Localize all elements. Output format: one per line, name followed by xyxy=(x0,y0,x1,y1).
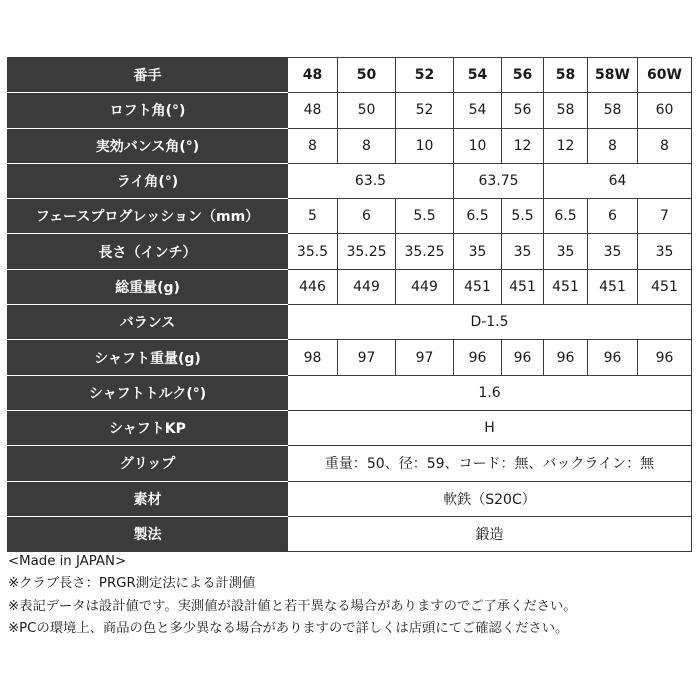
table-cell: 96 xyxy=(454,340,502,375)
table-cell: 6.5 xyxy=(454,199,502,234)
table-cell: 8 xyxy=(588,128,638,163)
table-cell: 58 xyxy=(588,93,638,128)
table-cell: D-1.5 xyxy=(288,305,692,340)
column-header: 48 xyxy=(288,58,338,93)
row-label: ロフト角(°) xyxy=(8,93,288,128)
table-cell: 50 xyxy=(338,93,396,128)
table-cell: 5.5 xyxy=(396,199,454,234)
table-cell: 60 xyxy=(638,93,692,128)
table-cell: 96 xyxy=(544,340,588,375)
column-header: 58W xyxy=(588,58,638,93)
table-cell: 449 xyxy=(396,269,454,304)
table-cell: 35 xyxy=(502,234,544,269)
row-label: ライ角(°) xyxy=(8,163,288,198)
spec-row xyxy=(8,163,692,198)
table-cell: 12 xyxy=(502,128,544,163)
column-header: 56 xyxy=(502,58,544,93)
table-cell: 54 xyxy=(454,93,502,128)
table-cell: 63.75 xyxy=(454,163,544,198)
table-cell: 56 xyxy=(502,93,544,128)
table-cell: 451 xyxy=(544,269,588,304)
table-cell: 64 xyxy=(544,163,692,198)
note-club-length: ※クラブ長さ：PRGR測定法による計測値 xyxy=(8,576,256,592)
row-label: 番手 xyxy=(8,58,288,93)
table-cell: 451 xyxy=(588,269,638,304)
table-cell: 35.25 xyxy=(338,234,396,269)
table-cell: 96 xyxy=(502,340,544,375)
table-cell: 35.5 xyxy=(288,234,338,269)
row-label: シャフト重量(g) xyxy=(8,340,288,375)
spec-row xyxy=(8,340,692,375)
table-cell: 48 xyxy=(288,93,338,128)
table-cell: 6 xyxy=(588,199,638,234)
row-label: シャフトKP xyxy=(8,410,288,445)
spec-table-body xyxy=(8,58,692,552)
table-cell: 8 xyxy=(288,128,338,163)
spec-row xyxy=(8,128,692,163)
column-header: 50 xyxy=(338,58,396,93)
table-cell: 449 xyxy=(338,269,396,304)
spec-row xyxy=(8,410,692,445)
row-label: グリップ xyxy=(8,446,288,481)
table-cell: 鍛造 xyxy=(288,516,692,551)
table-cell: 52 xyxy=(396,93,454,128)
spec-row xyxy=(8,516,692,551)
table-cell: 97 xyxy=(338,340,396,375)
table-cell: 451 xyxy=(502,269,544,304)
spec-table xyxy=(7,57,692,552)
table-cell: 35 xyxy=(588,234,638,269)
table-cell: 6 xyxy=(338,199,396,234)
table-cell: 35 xyxy=(454,234,502,269)
column-header: 54 xyxy=(454,58,502,93)
spec-row xyxy=(8,481,692,516)
spec-row xyxy=(8,234,692,269)
row-label: 実効バンス角(°) xyxy=(8,128,288,163)
table-cell: 7 xyxy=(638,199,692,234)
table-cell: 35.25 xyxy=(396,234,454,269)
table-cell: 98 xyxy=(288,340,338,375)
table-cell: 8 xyxy=(638,128,692,163)
spec-row xyxy=(8,93,692,128)
table-cell: 軟鉄（S20C） xyxy=(288,481,692,516)
row-label: フェースプログレッション（mm） xyxy=(8,199,288,234)
notes xyxy=(8,551,694,640)
column-header: 58 xyxy=(544,58,588,93)
table-cell: 35 xyxy=(544,234,588,269)
row-label: 総重量(g) xyxy=(8,269,288,304)
table-cell: 35 xyxy=(638,234,692,269)
table-cell: 97 xyxy=(396,340,454,375)
table-cell: 10 xyxy=(396,128,454,163)
spec-row xyxy=(8,305,692,340)
spec-row xyxy=(8,375,692,410)
spec-row xyxy=(8,269,692,304)
table-cell: 58 xyxy=(544,93,588,128)
table-cell: 446 xyxy=(288,269,338,304)
note-color-disclaimer: ※PCの環境上、商品の色と多少異なる場合がありますので詳しくは店頭にてご確認ください。 xyxy=(8,620,569,636)
row-label: 素材 xyxy=(8,481,288,516)
table-cell: 451 xyxy=(454,269,502,304)
table-cell: 10 xyxy=(454,128,502,163)
note-made-in: <Made in JAPAN> xyxy=(8,554,127,569)
column-header: 60W xyxy=(638,58,692,93)
spec-row xyxy=(8,199,692,234)
column-header: 52 xyxy=(396,58,454,93)
row-label: 製法 xyxy=(8,516,288,551)
table-cell: 96 xyxy=(638,340,692,375)
table-cell: 5.5 xyxy=(502,199,544,234)
row-label: バランス xyxy=(8,305,288,340)
table-cell: H xyxy=(288,410,692,445)
table-cell: 1.6 xyxy=(288,375,692,410)
table-cell: 451 xyxy=(638,269,692,304)
header-row xyxy=(8,58,692,93)
table-cell: 6.5 xyxy=(544,199,588,234)
table-cell: 63.5 xyxy=(288,163,454,198)
table-cell: 96 xyxy=(588,340,638,375)
spec-row xyxy=(8,446,692,481)
table-cell: 重量：50、径：59、コード：無、バックライン：無 xyxy=(288,446,692,481)
table-cell: 8 xyxy=(338,128,396,163)
row-label: 長さ（インチ） xyxy=(8,234,288,269)
note-design-values: ※表記データは設計値です。実測値が設計値と若干異なる場合がありますのでご了承ください。 xyxy=(8,598,577,614)
row-label: シャフトトルク(°) xyxy=(8,375,288,410)
table-cell: 12 xyxy=(544,128,588,163)
table-cell: 5 xyxy=(288,199,338,234)
